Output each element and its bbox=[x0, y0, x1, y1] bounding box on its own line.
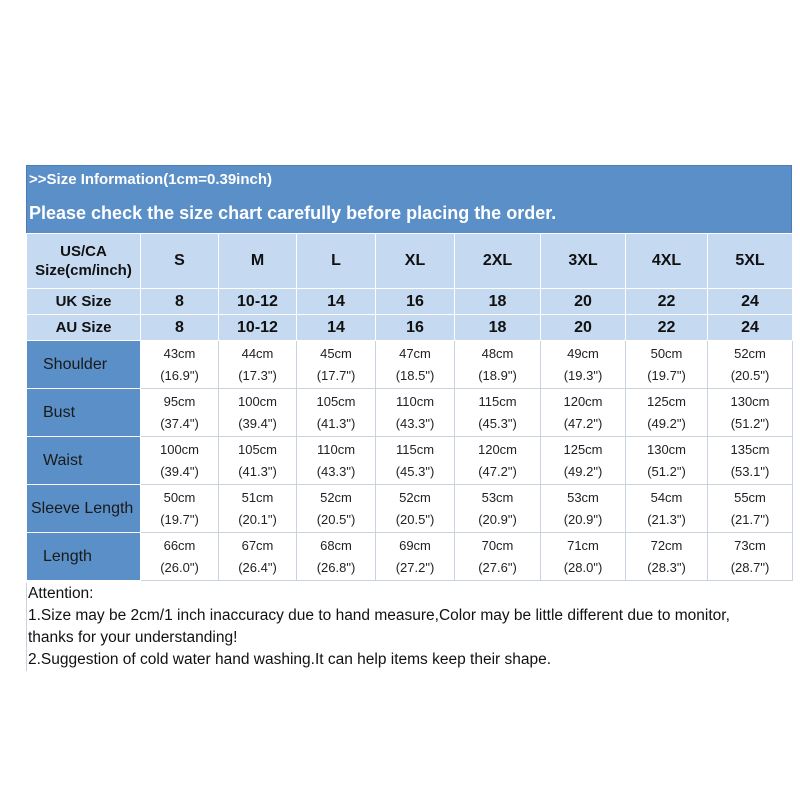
measurement-inch: (18.9") bbox=[478, 367, 517, 383]
measurement-cell bbox=[297, 437, 376, 485]
measurement-cell bbox=[297, 389, 376, 437]
measurement-row bbox=[27, 341, 793, 389]
attention-title: Attention: bbox=[28, 585, 94, 602]
measurement-cm: 105cm bbox=[316, 393, 356, 409]
measurement-cm: 68cm bbox=[320, 537, 352, 553]
measurement-inch: (26.4") bbox=[238, 559, 277, 575]
measurement-cell bbox=[376, 533, 455, 581]
measurement-inch: (19.7") bbox=[647, 367, 686, 383]
measurement-cell bbox=[626, 437, 708, 485]
size-cell: XL bbox=[376, 234, 455, 289]
uk-size-cell: 8 bbox=[141, 289, 219, 315]
measurement-inch: (17.3") bbox=[238, 367, 277, 383]
measurement-cm: 110cm bbox=[395, 393, 435, 409]
measurement-label: Sleeve Length bbox=[27, 485, 141, 533]
attention-line-2: thanks for your understanding! bbox=[28, 629, 238, 646]
uk-size-cell: 10-12 bbox=[219, 289, 297, 315]
measurement-cm: 115cm bbox=[478, 393, 517, 409]
measurement-inch: (39.4") bbox=[238, 415, 277, 431]
measurement-inch: (28.3") bbox=[647, 559, 686, 575]
measurement-cm: 51cm bbox=[241, 489, 274, 505]
measurement-cm: 54cm bbox=[650, 489, 683, 505]
measurement-cm: 44cm bbox=[241, 345, 274, 361]
measurement-cell bbox=[455, 533, 541, 581]
uk-size-cell: 18 bbox=[455, 289, 541, 315]
au-size-cell: 18 bbox=[455, 315, 541, 341]
size-cell: 4XL bbox=[626, 234, 708, 289]
measurement-cell bbox=[376, 485, 455, 533]
measurement-inch: (20.5") bbox=[316, 511, 356, 527]
measurement-cm: 53cm bbox=[481, 489, 514, 505]
measurement-cell bbox=[626, 533, 708, 581]
measurement-cm: 55cm bbox=[734, 489, 766, 505]
measurement-cm: 73cm bbox=[734, 537, 766, 553]
au-size-cell: 14 bbox=[297, 315, 376, 341]
measurement-inch: (28.0") bbox=[563, 559, 603, 575]
measurement-cm: 125cm bbox=[646, 393, 687, 409]
measurement-cm: 120cm bbox=[563, 393, 603, 409]
measurement-label: Length bbox=[27, 533, 141, 581]
measurement-cell bbox=[376, 389, 455, 437]
measurement-inch: (43.3") bbox=[316, 463, 356, 479]
measurement-cm: 95cm bbox=[163, 393, 196, 409]
measurement-cm: 100cm bbox=[159, 441, 200, 457]
measurement-inch: (45.3") bbox=[478, 415, 517, 431]
measurement-cell bbox=[455, 437, 541, 485]
uk-size-cell: 14 bbox=[297, 289, 376, 315]
measurement-cm: 50cm bbox=[650, 345, 683, 361]
au-size-cell: 10-12 bbox=[219, 315, 297, 341]
measurement-inch: (19.3") bbox=[563, 367, 603, 383]
measurement-cm: 52cm bbox=[734, 345, 766, 361]
measurement-inch: (26.8") bbox=[316, 559, 356, 575]
measurement-cm: 52cm bbox=[320, 489, 352, 505]
measurement-inch: (17.7") bbox=[316, 367, 356, 383]
size-cell: 3XL bbox=[541, 234, 626, 289]
measurement-cell bbox=[376, 437, 455, 485]
measurement-inch: (49.2") bbox=[563, 463, 603, 479]
measurement-inch: (49.2") bbox=[647, 415, 686, 431]
measurement-cell bbox=[708, 437, 793, 485]
measurement-cell bbox=[708, 533, 793, 581]
measurement-inch: (27.6") bbox=[478, 559, 517, 575]
measurement-inch: (20.5") bbox=[730, 367, 770, 383]
au-size-cell: 16 bbox=[376, 315, 455, 341]
measurement-cell bbox=[541, 341, 626, 389]
size-cell: 2XL bbox=[455, 234, 541, 289]
size-info-heading: >>Size Information(1cm=0.39inch) bbox=[29, 171, 272, 188]
size-cell: 5XL bbox=[708, 234, 793, 289]
measurement-cell bbox=[141, 485, 219, 533]
au-size-label: AU Size bbox=[27, 315, 141, 341]
measurement-inch: (27.2") bbox=[395, 559, 435, 575]
measurement-cell bbox=[297, 341, 376, 389]
au-size-cell: 22 bbox=[626, 315, 708, 341]
measurement-cm: 45cm bbox=[320, 345, 352, 361]
measurement-cell bbox=[455, 389, 541, 437]
measurement-cm: 66cm bbox=[163, 537, 196, 553]
size-cell: S bbox=[141, 234, 219, 289]
measurement-inch: (16.9") bbox=[160, 367, 199, 383]
measurement-inch: (20.5") bbox=[395, 511, 435, 527]
measurement-inch: (26.0") bbox=[160, 559, 199, 575]
measurement-cm: 67cm bbox=[241, 537, 274, 553]
measurement-cm: 120cm bbox=[477, 441, 518, 457]
measurement-cell bbox=[141, 389, 219, 437]
measurement-inch: (41.3") bbox=[316, 415, 356, 431]
measurement-cell bbox=[708, 485, 793, 533]
measurement-cell bbox=[541, 389, 626, 437]
measurement-inch: (47.2") bbox=[563, 415, 603, 431]
measurement-inch: (43.3") bbox=[395, 415, 435, 431]
measurement-cm: 53cm bbox=[567, 489, 599, 505]
measurement-cell bbox=[626, 341, 708, 389]
measurement-cm: 110cm bbox=[316, 441, 356, 457]
size-chart bbox=[26, 165, 792, 671]
size-warning-heading: Please check the size chart carefully before placing the order. bbox=[29, 203, 557, 223]
measurement-cell bbox=[541, 485, 626, 533]
size-chart-banner bbox=[26, 165, 792, 233]
au-size-cell: 20 bbox=[541, 315, 626, 341]
measurement-cell bbox=[141, 437, 219, 485]
measurement-cell bbox=[219, 389, 297, 437]
uk-size-cell: 20 bbox=[541, 289, 626, 315]
au-size-row bbox=[27, 315, 793, 341]
measurement-cm: 48cm bbox=[481, 345, 514, 361]
measurement-inch: (18.5") bbox=[395, 367, 435, 383]
measurement-cell bbox=[455, 341, 541, 389]
uk-size-label: UK Size bbox=[27, 289, 141, 315]
measurement-cm: 52cm bbox=[399, 489, 431, 505]
measurement-cell bbox=[219, 533, 297, 581]
size-header-row bbox=[27, 234, 793, 289]
measurement-inch: (37.4") bbox=[160, 415, 199, 431]
size-table bbox=[26, 233, 793, 581]
uk-size-row bbox=[27, 289, 793, 315]
measurement-inch: (53.1") bbox=[730, 463, 770, 479]
measurement-cm: 47cm bbox=[399, 345, 431, 361]
measurement-cm: 70cm bbox=[481, 537, 514, 553]
measurement-cm: 125cm bbox=[563, 441, 603, 457]
measurement-cell bbox=[141, 533, 219, 581]
attention-line-3: 2.Suggestion of cold water hand washing.It can help items keep their shape. bbox=[28, 651, 552, 668]
attention-notes bbox=[26, 583, 792, 671]
measurement-cm: 105cm bbox=[237, 441, 278, 457]
measurement-cell bbox=[219, 485, 297, 533]
measurement-row bbox=[27, 485, 793, 533]
measurement-inch: (51.2") bbox=[647, 463, 686, 479]
uk-size-cell: 24 bbox=[708, 289, 793, 315]
size-table-body bbox=[27, 234, 793, 581]
measurement-row bbox=[27, 533, 793, 581]
measurement-cell bbox=[219, 437, 297, 485]
measurement-inch: (21.3") bbox=[647, 511, 686, 527]
measurement-cell bbox=[708, 341, 793, 389]
measurement-inch: (20.9") bbox=[478, 511, 517, 527]
size-header-label bbox=[27, 234, 141, 289]
measurement-cell bbox=[297, 533, 376, 581]
attention-line-1: 1.Size may be 2cm/1 inch inaccuracy due to hand measure,Color may be little different due to monitor, bbox=[28, 607, 730, 624]
measurement-cell bbox=[708, 389, 793, 437]
measurement-inch: (20.9") bbox=[563, 511, 603, 527]
measurement-label: Waist bbox=[27, 437, 141, 485]
measurement-cm: 49cm bbox=[567, 345, 599, 361]
measurement-cm: 43cm bbox=[163, 345, 196, 361]
au-size-cell: 24 bbox=[708, 315, 793, 341]
measurement-cm: 130cm bbox=[646, 441, 687, 457]
measurement-cell bbox=[626, 485, 708, 533]
measurement-inch: (20.1") bbox=[238, 511, 277, 527]
measurement-inch: (39.4") bbox=[160, 463, 199, 479]
measurement-cell bbox=[541, 437, 626, 485]
uk-size-cell: 22 bbox=[626, 289, 708, 315]
measurement-inch: (41.3") bbox=[238, 463, 277, 479]
measurement-inch: (51.2") bbox=[730, 415, 770, 431]
uk-size-cell: 16 bbox=[376, 289, 455, 315]
measurement-inch: (19.7") bbox=[160, 511, 199, 527]
measurement-cm: 135cm bbox=[730, 441, 770, 457]
measurement-label: Shoulder bbox=[27, 341, 141, 389]
measurement-cm: 115cm bbox=[395, 441, 435, 457]
au-size-cell: 8 bbox=[141, 315, 219, 341]
size-header-label-line1: US/CA bbox=[60, 243, 107, 260]
measurement-label: Bust bbox=[27, 389, 141, 437]
measurement-inch: (21.7") bbox=[730, 511, 770, 527]
measurement-cm: 72cm bbox=[650, 537, 683, 553]
measurement-cell bbox=[297, 485, 376, 533]
measurement-cm: 71cm bbox=[567, 537, 599, 553]
measurement-cm: 69cm bbox=[399, 537, 431, 553]
measurement-cell bbox=[455, 485, 541, 533]
measurement-cell bbox=[376, 341, 455, 389]
measurement-inch: (45.3") bbox=[395, 463, 435, 479]
measurement-cell bbox=[541, 533, 626, 581]
measurement-cell bbox=[626, 389, 708, 437]
measurement-row bbox=[27, 437, 793, 485]
measurement-cm: 100cm bbox=[237, 393, 278, 409]
size-cell: L bbox=[297, 234, 376, 289]
measurement-cell bbox=[219, 341, 297, 389]
size-cell: M bbox=[219, 234, 297, 289]
measurement-cell bbox=[141, 341, 219, 389]
measurement-inch: (47.2") bbox=[478, 463, 517, 479]
size-header-label-line2: Size(cm/inch) bbox=[35, 262, 132, 279]
measurement-inch: (28.7") bbox=[730, 559, 770, 575]
measurement-cm: 130cm bbox=[730, 393, 770, 409]
measurement-row bbox=[27, 389, 793, 437]
measurement-cm: 50cm bbox=[163, 489, 196, 505]
